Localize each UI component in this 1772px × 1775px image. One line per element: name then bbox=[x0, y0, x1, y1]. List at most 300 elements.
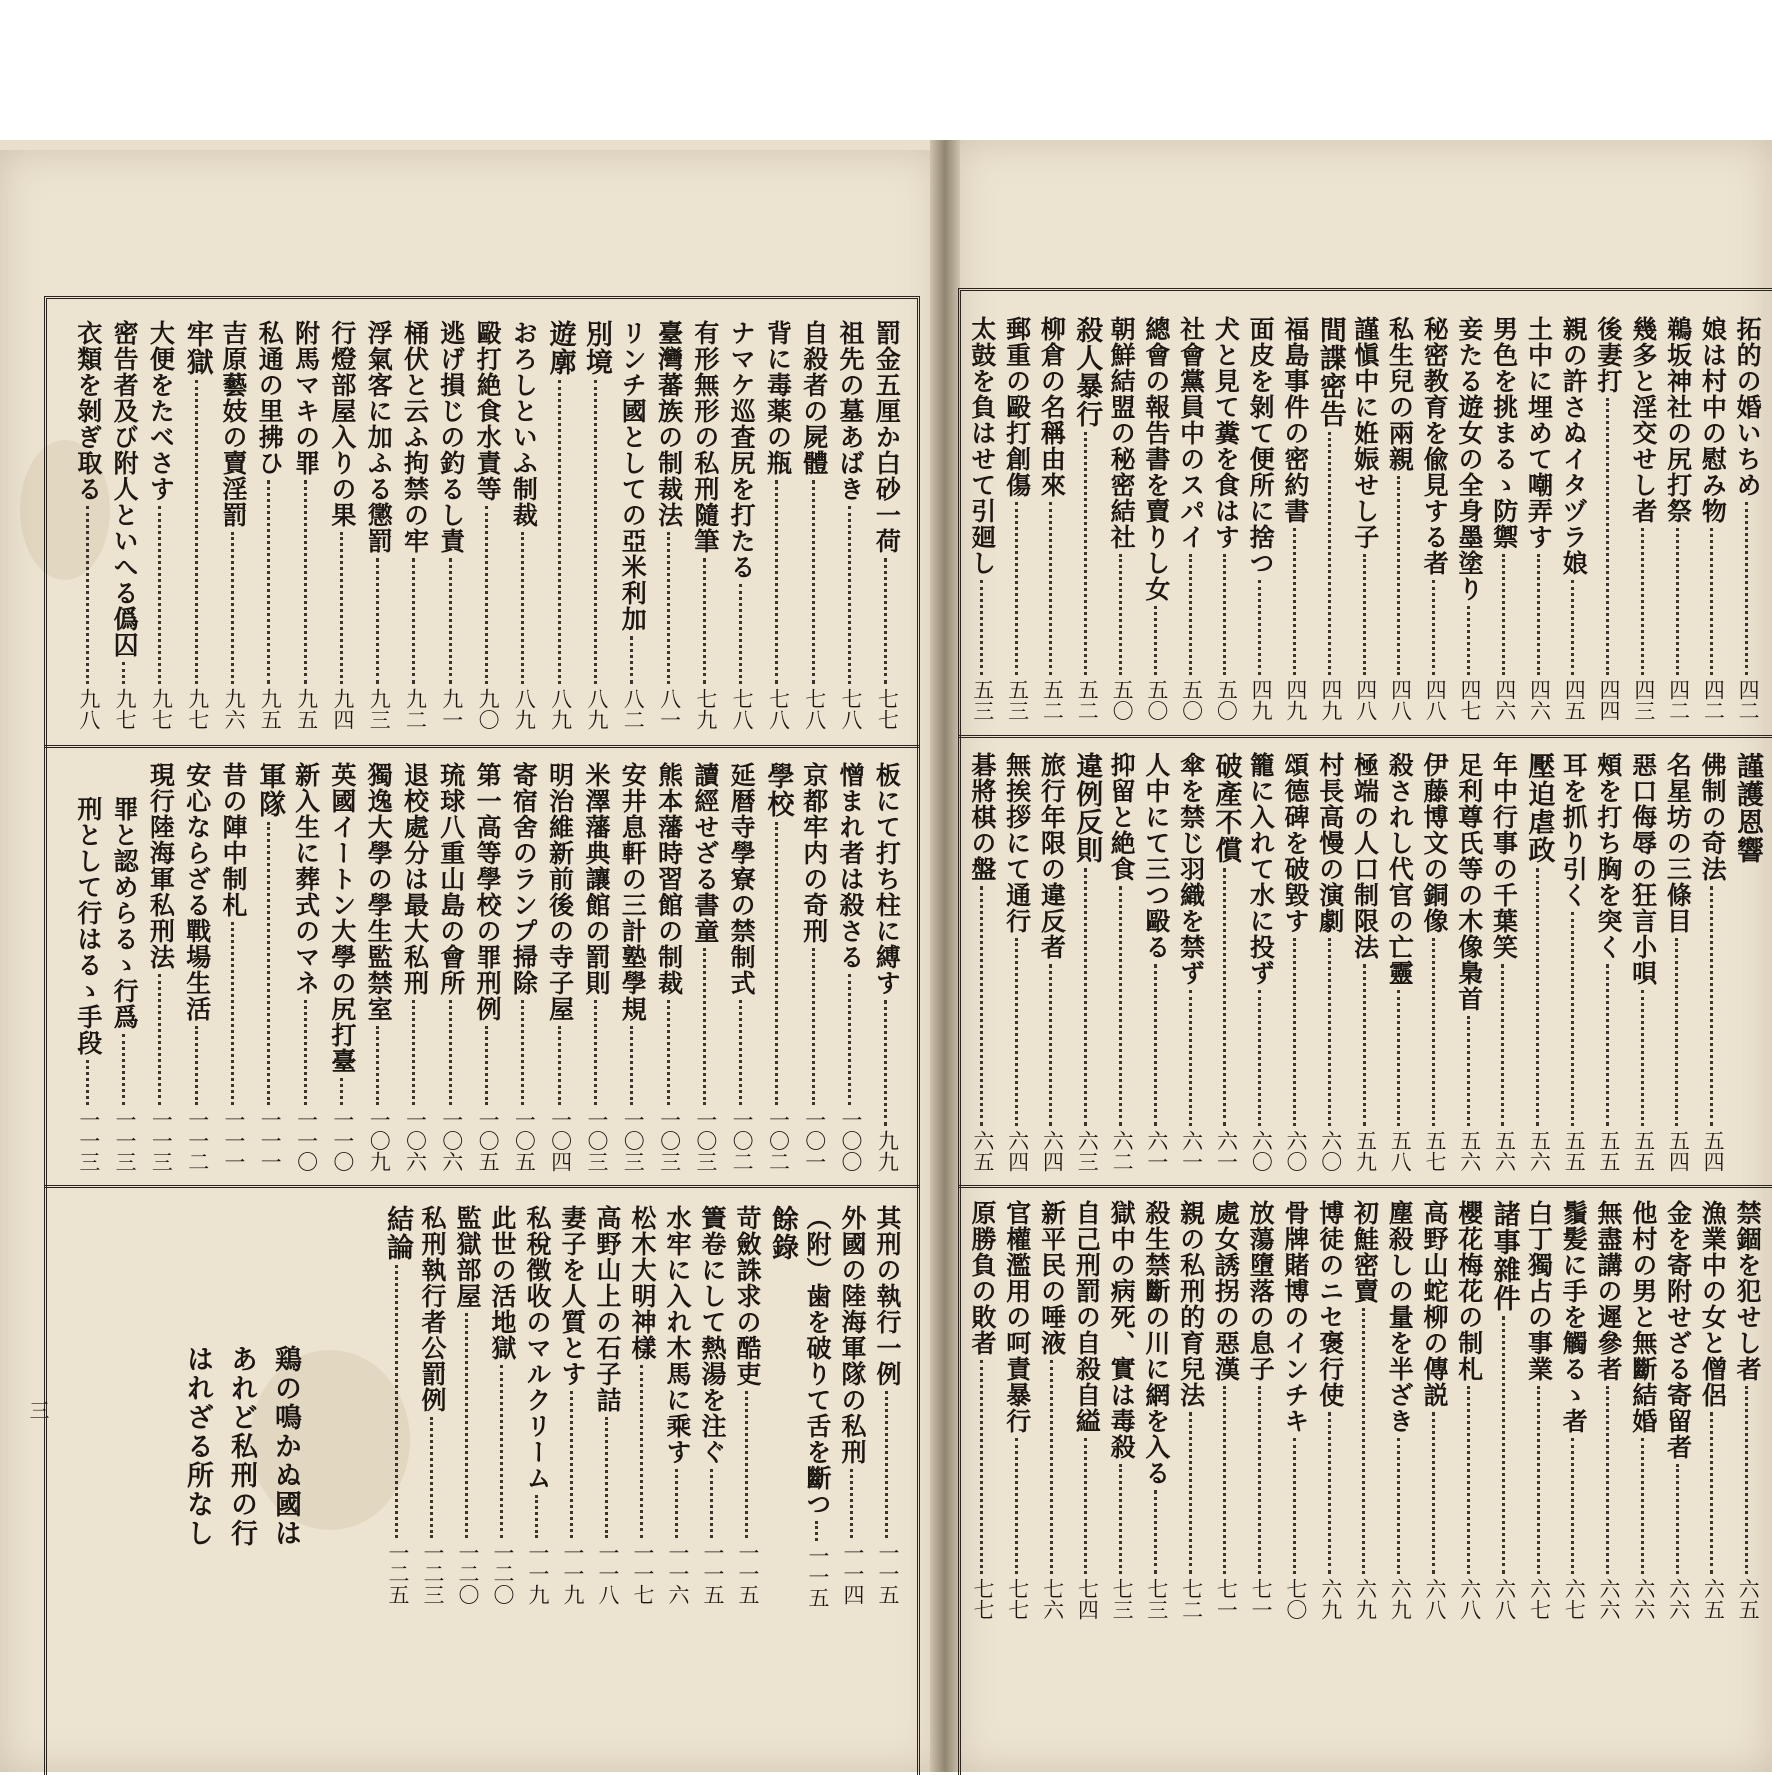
toc-page-number: 七九 bbox=[693, 688, 718, 730]
toc-entry-title: 幾多と淫交せし者 bbox=[1628, 316, 1658, 524]
toc-page-number: 八一 bbox=[657, 688, 682, 730]
toc-leader-dots bbox=[775, 480, 780, 684]
toc-entry-title: 板にて打ち柱に縛す bbox=[872, 762, 902, 996]
toc-page-number: 九〇 bbox=[476, 688, 501, 730]
toc-leader-dots bbox=[1049, 502, 1054, 675]
toc-entry bbox=[664, 1205, 691, 1605]
toc-entry bbox=[1421, 752, 1448, 1172]
toc-leader-dots bbox=[884, 558, 889, 684]
toc-leader-dots bbox=[667, 532, 672, 684]
toc-leader-dots bbox=[739, 1000, 744, 1105]
toc-entry bbox=[969, 316, 996, 721]
toc-leader-dots bbox=[885, 1391, 890, 1538]
toc-entry bbox=[1665, 316, 1692, 721]
toc-leader-dots bbox=[1223, 1386, 1228, 1574]
toc-entry bbox=[74, 320, 102, 730]
toc-page-number: 一一五 bbox=[806, 1545, 830, 1608]
toc-page-number: 七八 bbox=[730, 688, 755, 730]
toc-page-number: 四八 bbox=[1353, 679, 1378, 721]
toc-entry-title: 旅行年限の違反者 bbox=[1037, 752, 1067, 960]
toc-entry-title: 殺されし代官の亡靈 bbox=[1385, 752, 1415, 986]
toc-leader-dots bbox=[667, 1000, 672, 1105]
toc-leader-dots bbox=[1223, 554, 1228, 675]
toc-entry-title: 罰金五厘か白砂一荷 bbox=[872, 320, 902, 554]
toc-section-heading bbox=[546, 320, 574, 730]
toc-entry bbox=[619, 762, 647, 1172]
toc-entry-title: 耳を抓り引く bbox=[1559, 752, 1589, 908]
toc-entry bbox=[1456, 752, 1483, 1172]
toc-page-number: 一〇三 bbox=[621, 1109, 646, 1172]
toc-entry-title: 祖先の墓あばき bbox=[836, 320, 866, 502]
toc-leader-dots bbox=[605, 1417, 610, 1538]
toc-page-number: 一〇四 bbox=[548, 1109, 573, 1172]
toc-leader-dots bbox=[1467, 1016, 1472, 1126]
toc-entry-title: 高野山上の石子詰 bbox=[593, 1205, 622, 1413]
toc-entry-title: 他村の男と無斷結婚 bbox=[1628, 1200, 1658, 1434]
toc-page-number: 一二〇 bbox=[491, 1542, 515, 1605]
toc-entry bbox=[147, 320, 175, 730]
toc-entry-title: 熊本藩時習館の制裁 bbox=[654, 762, 684, 996]
toc-entry-title: 京都牢内の奇刑 bbox=[799, 762, 829, 944]
toc-leader-dots bbox=[775, 822, 780, 1105]
toc-leader-dots bbox=[412, 558, 417, 684]
toc-page-number: 六九 bbox=[1388, 1578, 1413, 1620]
toc-entry bbox=[437, 320, 465, 730]
toc-section-heading bbox=[764, 762, 792, 1172]
toc-entry-title: 高野山蛇柳の傳説 bbox=[1419, 1200, 1449, 1408]
toc-entry bbox=[1247, 316, 1274, 721]
toc-page-number: 七八 bbox=[766, 688, 791, 730]
toc-entry-title: 謹愼中に姙娠せし子 bbox=[1350, 316, 1380, 550]
toc-entry bbox=[1178, 752, 1205, 1172]
toc-entry bbox=[110, 762, 138, 1172]
toc-section-heading bbox=[1071, 752, 1103, 1172]
toc-leader-dots bbox=[1189, 990, 1194, 1126]
toc-entry bbox=[401, 762, 429, 1172]
toc-entry bbox=[401, 320, 429, 730]
toc-leader-dots bbox=[850, 1469, 855, 1538]
toc-page-number: 九九 bbox=[875, 1130, 900, 1172]
toc-leader-dots bbox=[535, 1495, 540, 1538]
toc-entry-title: 鬚髪に手を觸るゝ者 bbox=[1559, 1200, 1589, 1434]
toc-entry bbox=[1004, 752, 1031, 1172]
toc-page-number: 九三 bbox=[367, 688, 392, 730]
toc-entry-title: 頰を打ち胸を突く bbox=[1593, 752, 1623, 960]
toc-entry-title: 親の許さぬイタヅラ娘 bbox=[1559, 316, 1589, 576]
toc-leader-dots bbox=[1641, 1438, 1646, 1574]
toc-leader-dots bbox=[1571, 580, 1576, 675]
toc-page-number: 七三 bbox=[1144, 1578, 1169, 1620]
toc-entry-title: 延暦寺學寮の禁制式 bbox=[727, 762, 757, 996]
toc-leader-dots bbox=[812, 480, 817, 684]
toc-entry bbox=[365, 762, 393, 1172]
toc-page-number: 一〇一 bbox=[802, 1109, 827, 1172]
toc-page-number: 五五 bbox=[1631, 1130, 1656, 1172]
toc-entry-title: 人中にて三つ毆る bbox=[1141, 752, 1171, 960]
toc-leader-dots bbox=[1015, 938, 1020, 1126]
toc-entry bbox=[728, 320, 756, 730]
toc-leader-dots bbox=[395, 1265, 400, 1538]
toc-leader-dots bbox=[1397, 1438, 1402, 1574]
toc-entry bbox=[1143, 1200, 1170, 1620]
toc-leader-dots bbox=[1258, 580, 1263, 675]
toc-leader-dots bbox=[86, 1060, 91, 1105]
toc-entry-title: 監獄部屋 bbox=[453, 1205, 482, 1309]
toc-leader-dots bbox=[630, 636, 635, 684]
toc-entry bbox=[1630, 316, 1657, 721]
toc-page-number: 六五 bbox=[1701, 1578, 1726, 1620]
right-toc-band-top bbox=[965, 316, 1765, 721]
toc-leader-dots bbox=[1119, 554, 1124, 675]
toc-page-number: 一〇三 bbox=[584, 1109, 609, 1172]
page-folio: 三 bbox=[26, 1400, 50, 1420]
toc-page-number: 五〇 bbox=[1110, 679, 1135, 721]
toc-entry-title: 博徒のニセ褒行使 bbox=[1315, 1200, 1345, 1408]
toc-page-number: 一二〇 bbox=[456, 1542, 480, 1605]
toc-leader-dots bbox=[812, 948, 817, 1105]
toc-entry bbox=[728, 762, 756, 1172]
toc-entry-title: 違例反則 bbox=[1071, 752, 1103, 864]
toc-leader-dots bbox=[1189, 554, 1194, 675]
toc-entry-title: 足利尊氏等の木像梟首 bbox=[1454, 752, 1484, 1012]
toc-entry bbox=[1213, 316, 1240, 721]
toc-page-number: 六四 bbox=[1040, 1130, 1065, 1172]
toc-page-number: 四九 bbox=[1283, 679, 1308, 721]
toc-entry bbox=[219, 762, 247, 1172]
toc-entry bbox=[619, 320, 647, 730]
toc-page-number: 六六 bbox=[1631, 1578, 1656, 1620]
toc-entry-title: 親の私刑的育兒法 bbox=[1176, 1200, 1206, 1408]
toc-entry bbox=[691, 320, 719, 730]
toc-entry bbox=[594, 1205, 621, 1605]
toc-page-number: 五四 bbox=[1701, 1130, 1726, 1172]
toc-entry-title: 此世の活地獄 bbox=[488, 1205, 517, 1361]
toc-page-number: 一一九 bbox=[526, 1542, 550, 1605]
toc-leader-dots bbox=[1154, 1490, 1159, 1574]
toc-leader-dots bbox=[1397, 476, 1402, 675]
toc-entry-title: 佛制の奇法 bbox=[1698, 752, 1728, 882]
toc-entry bbox=[1004, 1200, 1031, 1620]
toc-page-number: 一〇九 bbox=[367, 1109, 392, 1172]
toc-page-number: 九八 bbox=[76, 688, 101, 730]
toc-entry-title: 第一高等學校の罪刑例 bbox=[473, 762, 503, 1022]
toc-page-number: 七七 bbox=[1005, 1578, 1030, 1620]
toc-leader-dots bbox=[122, 662, 127, 684]
toc-entry bbox=[1387, 316, 1414, 721]
toc-page-number: 七二 bbox=[1179, 1578, 1204, 1620]
toc-leader-dots bbox=[703, 558, 708, 684]
toc-entry bbox=[629, 1205, 656, 1605]
toc-entry-title: 桶伏と云ふ拘禁の牢 bbox=[400, 320, 430, 554]
toc-page-number: 一一二 bbox=[185, 1109, 210, 1172]
toc-leader-dots bbox=[122, 1034, 127, 1105]
toc-entry-title: 骨牌賭博のインチキ bbox=[1280, 1200, 1310, 1434]
toc-section-heading bbox=[1314, 316, 1346, 721]
toc-page-number: 一一五 bbox=[736, 1542, 760, 1605]
toc-page-number: 五五 bbox=[1562, 1130, 1587, 1172]
toc-entry-title: 金を寄附せざる寄留者 bbox=[1663, 1200, 1693, 1460]
toc-leader-dots bbox=[1328, 938, 1333, 1126]
toc-entry bbox=[1352, 752, 1379, 1172]
toc-leader-dots bbox=[1084, 432, 1089, 675]
toc-entry-title: 私刑執行者公罰例 bbox=[418, 1205, 447, 1413]
toc-entry-title: 新入生に葬式のマネ bbox=[291, 762, 321, 996]
toc-entry bbox=[473, 320, 501, 730]
toc-page-number: 五〇 bbox=[1144, 679, 1169, 721]
toc-entry-title: 罪と認めらるゝ行爲 bbox=[110, 796, 140, 1030]
toc-entry bbox=[510, 320, 538, 730]
toc-page-number: 四四 bbox=[1597, 679, 1622, 721]
toc-page-number: 一一四 bbox=[841, 1542, 865, 1605]
toc-entry bbox=[1143, 316, 1170, 721]
toc-entry bbox=[1039, 752, 1066, 1172]
toc-entry bbox=[183, 762, 211, 1172]
toc-entry bbox=[1108, 316, 1135, 721]
toc-entry-title: 櫻花梅花の制札 bbox=[1454, 1200, 1484, 1382]
toc-section-heading bbox=[1523, 752, 1555, 1172]
toc-entry-title: 年中行事の千葉笑 bbox=[1489, 752, 1519, 960]
toc-entry-title: 伊藤博文の銅像 bbox=[1419, 752, 1449, 934]
toc-leader-dots bbox=[1606, 1386, 1611, 1574]
toc-entry-title: 外國の陸海軍隊の私刑 bbox=[838, 1205, 867, 1465]
toc-entry-title: 寄宿舍のランプ掃除 bbox=[509, 762, 539, 996]
toc-page-number: 六六 bbox=[1666, 1578, 1691, 1620]
toc-entry-title: 結論 bbox=[382, 1205, 413, 1261]
toc-entry-title: 原勝負の敗者 bbox=[968, 1200, 998, 1356]
toc-entry bbox=[655, 320, 683, 730]
toc-page-number: 六八 bbox=[1422, 1578, 1447, 1620]
toc-leader-dots bbox=[195, 380, 200, 684]
toc-section-heading bbox=[1210, 752, 1242, 1172]
toc-page-number: 五二 bbox=[1040, 679, 1065, 721]
toc-leader-dots bbox=[1537, 554, 1542, 675]
toc-entry bbox=[1352, 316, 1379, 721]
toc-page-number: 四三 bbox=[1631, 679, 1656, 721]
toc-entry bbox=[1213, 1200, 1240, 1620]
toc-page-number: 五〇 bbox=[1214, 679, 1239, 721]
toc-entry-title: 太鼓を負はせて引廻し bbox=[967, 316, 997, 576]
toc-page-number: 四八 bbox=[1423, 679, 1448, 721]
toc-leader-dots bbox=[1710, 1412, 1715, 1574]
toc-entry-title: 初鮭密賣 bbox=[1350, 1200, 1380, 1304]
poem-line: はれざる所なし bbox=[182, 1345, 213, 1548]
toc-page-number: 七四 bbox=[1075, 1578, 1100, 1620]
toc-entry-title: 臺灣蕃族の制裁法 bbox=[654, 320, 684, 528]
toc-entry-title: 獨逸大學の學生監禁室 bbox=[364, 762, 394, 1022]
toc-leader-dots bbox=[1745, 1386, 1750, 1574]
toc-entry-title: 娘は村中の慰み物 bbox=[1698, 316, 1728, 524]
toc-entry bbox=[1143, 752, 1170, 1172]
toc-entry-title: 逃げ損じの釣るし責 bbox=[436, 320, 466, 554]
toc-leader-dots bbox=[640, 1365, 645, 1538]
toc-entry bbox=[1282, 752, 1309, 1172]
toc-entry bbox=[524, 1205, 551, 1605]
toc-leader-dots bbox=[1432, 938, 1437, 1126]
toc-page-number: 一一〇 bbox=[330, 1109, 355, 1172]
toc-page-number: 七八 bbox=[802, 688, 827, 730]
toc-page-number: 八二 bbox=[621, 688, 646, 730]
poem-line: あれど私刑の行 bbox=[226, 1345, 257, 1548]
toc-entry bbox=[328, 320, 356, 730]
toc-page-number: 九七 bbox=[113, 688, 138, 730]
toc-page-number: 一一八 bbox=[596, 1542, 620, 1605]
toc-section-heading bbox=[582, 320, 610, 730]
left-toc-band-middle bbox=[70, 762, 905, 1172]
toc-page-number: 一一三 bbox=[76, 1109, 101, 1172]
toc-entry bbox=[1108, 752, 1135, 1172]
toc-entry-title: 安心ならざる戰場生活 bbox=[182, 762, 212, 1022]
toc-entry bbox=[874, 1205, 901, 1605]
toc-entry bbox=[1595, 316, 1622, 721]
toc-entry bbox=[803, 1205, 832, 1608]
toc-entry-title: 處女誘拐の惡漢 bbox=[1211, 1200, 1241, 1382]
toc-leader-dots bbox=[1537, 1386, 1542, 1574]
toc-entry-title: 密告者及び附人といへる僞囚 bbox=[110, 320, 140, 658]
toc-leader-dots bbox=[267, 822, 272, 1105]
toc-page-number: 一一一 bbox=[222, 1109, 246, 1172]
toc-entry bbox=[110, 320, 138, 730]
toc-entry-title: 福島事件の密約書 bbox=[1280, 316, 1310, 524]
toc-entry-title: 衣類を剝ぎ取る bbox=[73, 320, 103, 502]
toc-entry-title: 土中に埋めて嘲弄す bbox=[1524, 316, 1554, 550]
toc-entry bbox=[582, 762, 610, 1172]
toc-leader-dots bbox=[1745, 502, 1750, 675]
toc-entry-title: 浮氣客に加ふる懲罰 bbox=[364, 320, 394, 554]
toc-page-number: 五六 bbox=[1457, 1130, 1482, 1172]
toc-entry bbox=[1386, 752, 1413, 1172]
toc-leader-dots bbox=[1293, 938, 1298, 1126]
toc-entry-title: 鵜坂神社の尻打祭 bbox=[1663, 316, 1693, 524]
toc-entry-title: 毆打絶食水責等 bbox=[473, 320, 503, 502]
toc-section-heading bbox=[769, 1205, 796, 1605]
toc-entry bbox=[559, 1205, 586, 1605]
toc-page-number: 一〇〇 bbox=[839, 1109, 864, 1172]
toc-entry-title: 英國イートン大學の尻打臺 bbox=[327, 762, 357, 1074]
toc-page-number: 六〇 bbox=[1284, 1130, 1309, 1172]
toc-entry bbox=[419, 1205, 446, 1605]
toc-entry-title: 塵殺しの量を半ざき bbox=[1385, 1200, 1415, 1434]
toc-entry-title: 籠に入れて水に投ず bbox=[1246, 752, 1276, 986]
toc-entry-title: 獄中の病死、實は毒殺 bbox=[1107, 1200, 1137, 1460]
toc-page-number: 一二五 bbox=[386, 1542, 410, 1605]
toc-leader-dots bbox=[500, 1365, 505, 1538]
toc-leader-dots bbox=[1154, 964, 1159, 1126]
toc-page-number: 五六 bbox=[1492, 1130, 1517, 1172]
toc-entry-title: 刑として行はるゝ手段 bbox=[73, 796, 103, 1056]
toc-leader-dots bbox=[1258, 1386, 1263, 1574]
toc-page-number: 六七 bbox=[1527, 1578, 1552, 1620]
toc-entry-title: 行燈部屋入りの果 bbox=[327, 320, 357, 528]
toc-leader-dots bbox=[267, 480, 272, 684]
toc-leader-dots bbox=[340, 1078, 345, 1105]
toc-page-number: 五三 bbox=[970, 679, 995, 721]
toc-page-number: 九一 bbox=[439, 688, 464, 730]
toc-page-number: 七一 bbox=[1249, 1578, 1274, 1620]
toc-leader-dots bbox=[630, 1026, 635, 1105]
toc-page-number: 五八 bbox=[1388, 1130, 1413, 1172]
toc-entry bbox=[292, 320, 320, 730]
toc-leader-dots bbox=[231, 532, 236, 684]
toc-leader-dots bbox=[430, 1417, 435, 1538]
toc-leader-dots bbox=[848, 974, 853, 1105]
toc-entry-title: 總會の報告書を賣りし女 bbox=[1141, 316, 1171, 602]
toc-entry-title: 朝鮮結盟の秘密結社 bbox=[1107, 316, 1137, 550]
toc-leader-dots bbox=[980, 1360, 985, 1574]
toc-page-number: 七七 bbox=[971, 1578, 996, 1620]
toc-leader-dots bbox=[1328, 1412, 1333, 1574]
poem-line: 鶏の鳴かぬ國は bbox=[270, 1345, 301, 1548]
toc-entry-title: 名星坊の三條目 bbox=[1663, 752, 1693, 934]
left-band-divider bbox=[44, 745, 920, 748]
toc-entry-title: 現行陸海軍私刑法 bbox=[146, 762, 176, 970]
toc-entry bbox=[1630, 1200, 1657, 1620]
toc-page-number: 九二 bbox=[403, 688, 428, 730]
toc-page-number: 六八 bbox=[1457, 1578, 1482, 1620]
toc-page-number: 七〇 bbox=[1283, 1578, 1308, 1620]
toc-page-number: 六五 bbox=[1736, 1578, 1761, 1620]
toc-leader-dots bbox=[1606, 398, 1611, 675]
toc-leader-dots bbox=[1084, 868, 1089, 1126]
toc-entry-title: ナマケ巡査尻を打たる bbox=[727, 320, 757, 580]
toc-entry-title: 米澤藩典讓館の罰則 bbox=[581, 762, 611, 996]
toc-page-number: 五三 bbox=[1005, 679, 1030, 721]
toc-entry bbox=[1178, 1200, 1205, 1620]
toc-entry-title: 私生兒の兩親 bbox=[1385, 316, 1415, 472]
toc-leader-dots bbox=[594, 1000, 599, 1105]
toc-page-number: 一一三 bbox=[113, 1109, 138, 1172]
toc-page-number: 九四 bbox=[330, 688, 355, 730]
toc-entry-title: 牢獄 bbox=[181, 320, 213, 376]
toc-entry-title: 郵重の毆打創傷 bbox=[1002, 316, 1032, 498]
toc-leader-dots bbox=[449, 558, 454, 684]
toc-entry bbox=[800, 762, 828, 1172]
toc-entry-title: 妾たる遊女の全身墨塗り bbox=[1454, 316, 1484, 602]
toc-leader-dots bbox=[1432, 580, 1437, 675]
toc-entry bbox=[1456, 316, 1483, 721]
toc-leader-dots bbox=[980, 886, 985, 1126]
toc-entry-title: 背に毒薬の瓶 bbox=[763, 320, 793, 476]
toc-leader-dots bbox=[1501, 964, 1506, 1126]
toc-entry-title: 白丁獨占の事業 bbox=[1524, 1200, 1554, 1382]
toc-entry-title: 妻子を人質とす bbox=[558, 1205, 587, 1387]
toc-page-number: 一一六 bbox=[666, 1542, 690, 1605]
toc-entry-title: 極端の人口制限法 bbox=[1350, 752, 1380, 960]
toc-leader-dots bbox=[1641, 528, 1646, 675]
toc-entry-title: 吉原藝妓の賣淫罰 bbox=[219, 320, 248, 528]
toc-entry-title: 新平民の唾液 bbox=[1037, 1200, 1067, 1356]
toc-page-number: 六九 bbox=[1318, 1578, 1343, 1620]
toc-entry bbox=[1282, 316, 1309, 721]
toc-section-heading bbox=[256, 762, 284, 1172]
toc-page-number: 一〇三 bbox=[693, 1109, 718, 1172]
toc-leader-dots bbox=[1571, 912, 1576, 1126]
toc-leader-dots bbox=[485, 506, 490, 684]
toc-leader-dots bbox=[675, 1469, 680, 1538]
toc-page-number: 九七 bbox=[149, 688, 174, 730]
toc-entry bbox=[1665, 752, 1692, 1172]
toc-section-heading bbox=[384, 1205, 411, 1605]
toc-entry-title: 自殺者の屍體 bbox=[799, 320, 829, 476]
toc-entry-title: 村長高慢の演劇 bbox=[1315, 752, 1345, 934]
toc-entry-title: 餘錄 bbox=[767, 1205, 798, 1261]
toc-entry bbox=[969, 752, 996, 1172]
toc-entry-title: 學校 bbox=[762, 762, 794, 818]
toc-leader-dots bbox=[1293, 1438, 1298, 1574]
toc-entry-title: 水牢に入れ木馬に乘す bbox=[663, 1205, 692, 1465]
toc-entry-title: おろしといふ制裁 bbox=[509, 320, 539, 528]
toc-entry bbox=[1247, 1200, 1274, 1620]
toc-entry-title: 軍隊 bbox=[254, 762, 286, 818]
